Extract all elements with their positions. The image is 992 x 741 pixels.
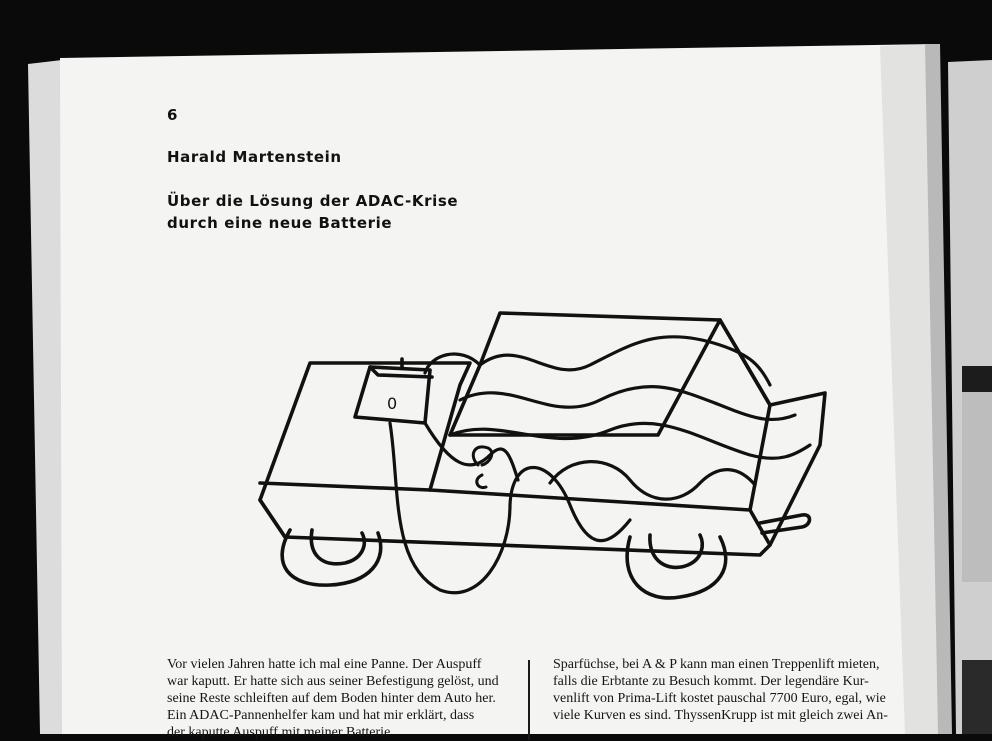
text-line: der kaputte Auspuff mit meiner Batterie bbox=[167, 725, 391, 740]
cable-wave bbox=[480, 337, 770, 385]
article-text-right-column bbox=[553, 656, 901, 724]
text-line: Ein ADAC-Pannenhelfer kam und hat mir erklärt, dass bbox=[167, 708, 475, 723]
exhaust-pipe bbox=[760, 515, 810, 533]
car-trunk-outline bbox=[770, 393, 825, 545]
text-line: falls die Erbtante zu Besuch kommt. Der legendäre Kur- bbox=[553, 674, 869, 689]
title-line-2: durch eine neue Batterie bbox=[167, 214, 393, 232]
text-line: venlift von Prima-Lift kostet pauschal 7700 Euro, egal, wie bbox=[553, 691, 886, 706]
article-title bbox=[167, 190, 587, 234]
car-cabin-outline bbox=[480, 313, 770, 510]
author-name: Harald Martenstein bbox=[167, 148, 342, 166]
text-line: viele Kurven es sind. ThyssenKrupp ist mit gleich zwei An- bbox=[553, 708, 888, 723]
car-body-outline bbox=[260, 363, 770, 555]
article-text-left-column bbox=[167, 656, 505, 741]
battery-label: 0 bbox=[387, 394, 398, 413]
text-line: Vor vielen Jahren hatte ich mal eine Panne. Der Auspuff bbox=[167, 657, 482, 672]
car-illustration bbox=[250, 305, 835, 615]
page-number: 6 bbox=[167, 106, 178, 124]
text-line: seine Reste schleiften auf dem Boden hinter dem Auto her. bbox=[167, 691, 496, 706]
text-line: Sparfüchse, bei A & P kann man einen Treppenlift mieten, bbox=[553, 657, 880, 672]
column-divider bbox=[528, 660, 530, 740]
title-line-1: Über die Lösung der ADAC-Krise bbox=[167, 192, 459, 210]
text-line: war kaputt. Er hatte sich aus seiner Befestigung gelöst, und bbox=[167, 674, 499, 689]
